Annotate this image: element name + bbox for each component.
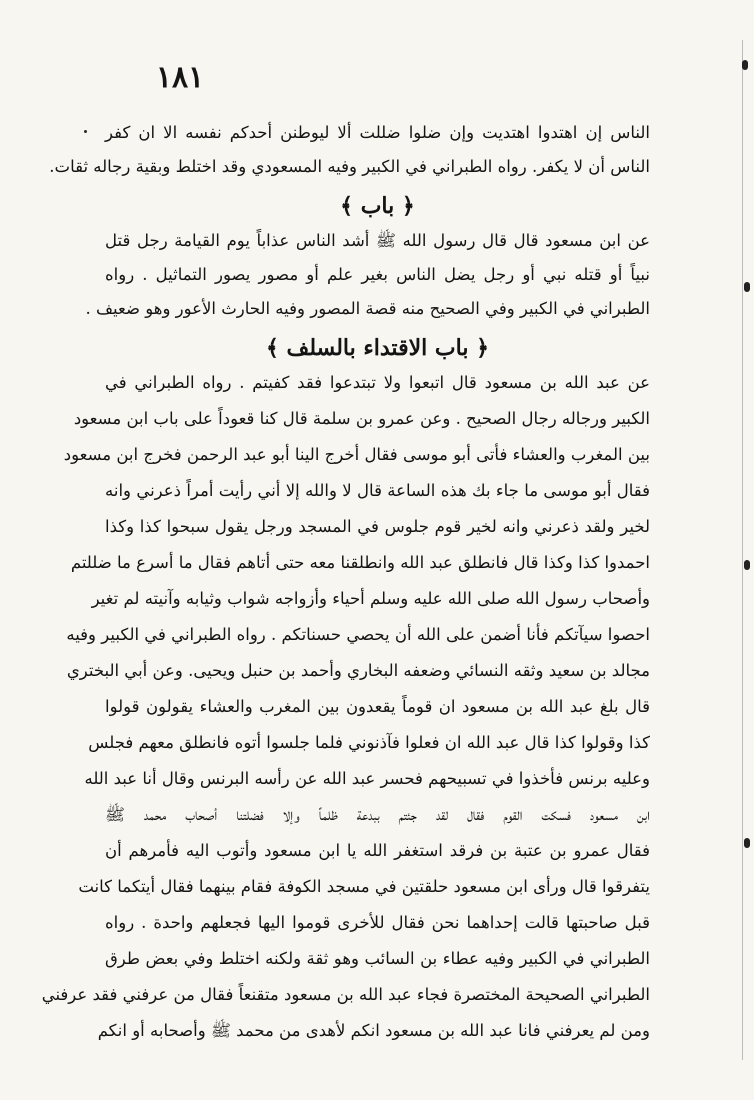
text-line: قبل صاحبتها قالت إحداهما نحن فقال للأخرى قوموا اليها فجعلهم واحدة . رواه [105,913,650,932]
text-line: قال بلغ عبد الله بن مسعود ان قوماً يقعدون بين المغرب والعشاء يقولون قولوا [105,697,650,716]
text-line: ومن لم يعرفني فانا عبد الله بن مسعود انكم لأهدى من محمد ﷺ وأصحابه أو انكم [97,1021,650,1040]
text-line: الكبير ورجاله رجال الصحيح . وعن عمرو بن سلمة قال كنا قعوداً على باب ابن مسعود [73,409,650,428]
text-line: لخير ولقد ذعرني وانه لخير قوم جلوس في المسجد ورجل يقول سبحوا كذا وكذا [105,517,650,536]
text-line: يتفرقوا قال ورأى ابن مسعود حلقتين في مسجد الكوفة فقام بينهما فقال أيتكما كانت [78,877,650,896]
section-3-text [41,366,650,1056]
text-line: الناس إن اهتدوا اهتديت وإن ضلوا ضللت ألا ليوطنن أحدكم نفسه الا ان كفر [105,123,650,142]
text-line: كذا وقولوا كذا قال عبد الله ان فعلوا فآذنوني فلما جلسوا أتوه فانطلق معهم فجلس [88,733,650,752]
chapter-heading-iqtida: ﴿ باب الاقتداء بالسلف ﴾ [266,335,489,361]
section-1-text [49,116,650,186]
margin-punch-mark [744,560,750,570]
margin-punch-mark [744,838,750,848]
text-line: فقال أبو موسى ما جاء بك هذه الساعة قال لا والله إلا أني رأيت أمراً ذعرني وانه [105,481,650,500]
margin-punch-mark [744,282,750,292]
ink-blot [84,130,87,133]
text-line: عن ابن مسعود قال قال رسول الله ﷺ أشد الناس عذاباً يوم القيامة رجل قتل [105,231,650,250]
text-line: احمدوا كذا وكذا قال فانطلق عبد الله وانطلقنا معه حتى أتاهم فقال ما أسرع ما ضللتم [70,553,650,572]
text-line: الناس أن لا يكفر. رواه الطبراني في الكبير وفيه المسعودي وقد اختلط وبقية رجاله ثقات. [49,157,650,176]
chapter-heading-bab: ﴿ باب ﴾ [340,193,415,219]
text-line: الطبراني الصحيحة المختصرة فجاء عبد الله بن مسعود متقنعاً فقال من عرفني فقد عرفني [41,985,650,1004]
text-line: عن عبد الله بن مسعود قال اتبعوا ولا تبتدعوا فقد كفيتم . رواه الطبراني في [105,373,650,392]
margin-punch-mark [742,60,748,70]
text-line: الطبراني في الكبير وفيه عطاء بن السائب وهو ثقة ولكنه اختلط وفي بعض طرق [105,949,650,968]
text-line: بين المغرب والعشاء فأتى أبو موسى فقال أخرج الينا أبو عبد الرحمن فخرج ابن مسعود [63,445,650,464]
text-line: الطبراني في الكبير وفي الصحيح منه قصة المصور وفيه الحارث الأعور وهو ضعيف . [85,299,650,318]
page-edge-line [742,40,743,1060]
page-number: ١٨١ [155,60,205,95]
text-line: وأصحاب رسول الله صلى الله عليه وسلم أحياء وأزواجه شواب وثيابه وآنيته لم تغير [91,589,650,608]
text-line: وعليه برنس فأخذوا في تسبيحهم فحسر عبد الله عن رأسه البرنس وقال أنا عبد الله [84,769,650,788]
text-line: فقال عمرو بن عتبة بن فرقد استغفر الله يا ابن مسعود وأتوب اليه فأمرهم أن [105,841,650,860]
section-2-text [85,224,650,328]
text-line: احصوا سيآتكم فأنا أضمن على الله أن يحصي حسناتكم . رواه الطبراني في الكبير وفيه [66,625,650,644]
text-line: مجالد بن سعيد وثقه النسائي وضعفه البخاري وأحمد بن حنبل ويحيى. وعن أبي البختري [66,661,650,680]
text-line: ابن مسعود فسكت القوم فقال لقد جئتم ببدعة ظلماً وإلا فضلتنا أصحاب محمد ﷺ [105,805,650,824]
text-line: نبياً أو قتله نبي أو رجل يضل الناس بغير علم أو مصور يصور التماثيل . رواه [105,265,650,284]
